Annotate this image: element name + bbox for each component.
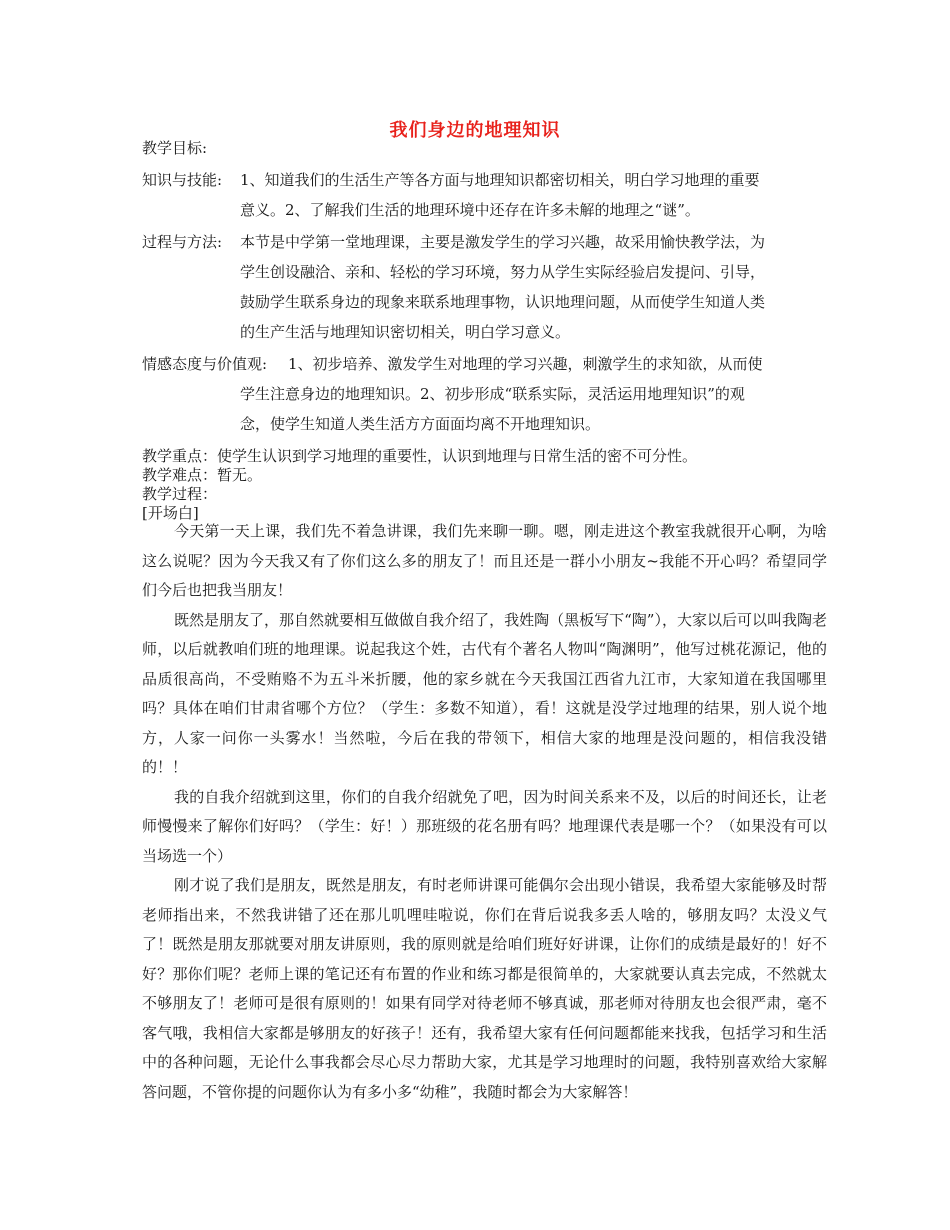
knowledge-label: 知识与技能: — [142, 171, 223, 189]
paragraph: 我的自我介绍就到这里，你们的自我介绍就免了吧，因为时间关系来不及，以后的时间还长，让老师慢慢来了解你们好吗？（学生：好！）那班级的花名册有吗？地理课代表是哪一个？（如果没有可以当场选一个） — [142, 787, 827, 865]
emotion-label: 情感态度与价值观: — [142, 355, 268, 373]
teaching-focus: 教学重点：使学生认识到学习地理的重要性，认识到地理与日常生活的密不可分性。 — [142, 447, 698, 465]
process-line-4: 的生产生活与地理知识密切相关，明白学习意义。 — [240, 323, 571, 341]
emotion-line-2: 学生注意身边的地理知识。2、初步形成“联系实际，灵活运用地理知识”的观 — [240, 385, 745, 403]
objectives-label: 教学目标: — [142, 139, 208, 157]
body-text — [142, 517, 827, 1107]
process-line-1: 本节是中学第一堂地理课，主要是激发学生的学习兴趣，故采用愉快教学法，为 — [240, 233, 766, 251]
opening-label: [开场白] — [142, 504, 199, 522]
knowledge-line-2: 意义。2、了解我们生活的地理环境中还存在许多未解的地理之“谜”。 — [240, 201, 700, 219]
knowledge-line-1: 1、知道我们的生活生产等各方面与地理知识都密切相关，明白学习地理的重要 — [240, 171, 760, 189]
process-line-2: 学生创设融洽、亲和、轻松的学习环境，努力从学生实际经验启发提问、引导， — [240, 263, 766, 281]
process-line-3: 鼓励学生联系身边的现象来联系地理事物，认识地理问题，从而使学生知道人类 — [240, 293, 766, 311]
teaching-difficulty: 教学难点：暂无。 — [142, 466, 263, 484]
paragraph: 刚才说了我们是朋友，既然是朋友，有时老师讲课可能偶尔会出现小错误，我希望大家能够及时帮老师指出来，不然我讲错了还在那儿叽哩哇啦说，你们在背后说我多丢人啥的，够朋友吗？太没义气了！既然是朋友那就要对朋友讲原则，我的原则就是给咱们班好好讲课，让你们的成绩是最好的！好不好？那你们呢？老师上课的笔记还有布置的作业和练习都是很简单的，大家就要认真去完成，不然就太不够朋友了！老师可是很有原则的！如果有同学对待老师不够真诚，那老师对待朋友也会很严肃，毫不客气哦，我相信大家都是够朋友的好孩子！还有，我希望大家有任何问题都能来找我，包括学习和生活中的各种问题，无论什么事我都会尽心尽力帮助大家，尤其是学习地理时的问题，我特别喜欢给大家解答问题，不管你提的问题你认为有多小多“幼稚”，我随时都会为大家解答！ — [142, 876, 827, 1101]
paragraph: 既然是朋友了，那自然就要相互做做自我介绍了，我姓陶（黑板写下“陶”），大家以后可以叫我陶老师，以后就教咱们班的地理课。说起我这个姓，古代有个著名人物叫“陶渊明”，他写过桃花源记，他的品质很高尚，不受贿赂不为五斗米折腰，他的家乡就在今天我国江西省九江市，大家知道在我国哪里吗？具体在咱们甘肃省哪个方位？（学生：多数不知道），看！这就是没学过地理的结果，别人说个地方，人家一问你一头雾水！当然啦，今后在我的带领下，相信大家的地理是没问题的，相信我没错的！！ — [142, 610, 827, 776]
process-label: 过程与方法: — [142, 233, 223, 251]
teaching-process-title: 教学过程： — [142, 485, 218, 503]
paragraph: 今天第一天上课，我们先不着急讲课，我们先来聊一聊。嗯，刚走进这个教室我就很开心啊，为啥这么说呢？因为今天我又有了你们这么多的朋友了！而且还是一群小小朋友~我能不开心吗？希望同学们今后也把我当朋友！ — [142, 522, 827, 599]
document-title: 我们身边的地理知识 — [389, 120, 561, 141]
emotion-line-1: 1、初步培养、激发学生对地理的学习兴趣，刺激学生的求知欲，从而使 — [288, 355, 763, 373]
emotion-line-3: 念，使学生知道人类生活方方面面均离不开地理知识。 — [240, 415, 601, 433]
